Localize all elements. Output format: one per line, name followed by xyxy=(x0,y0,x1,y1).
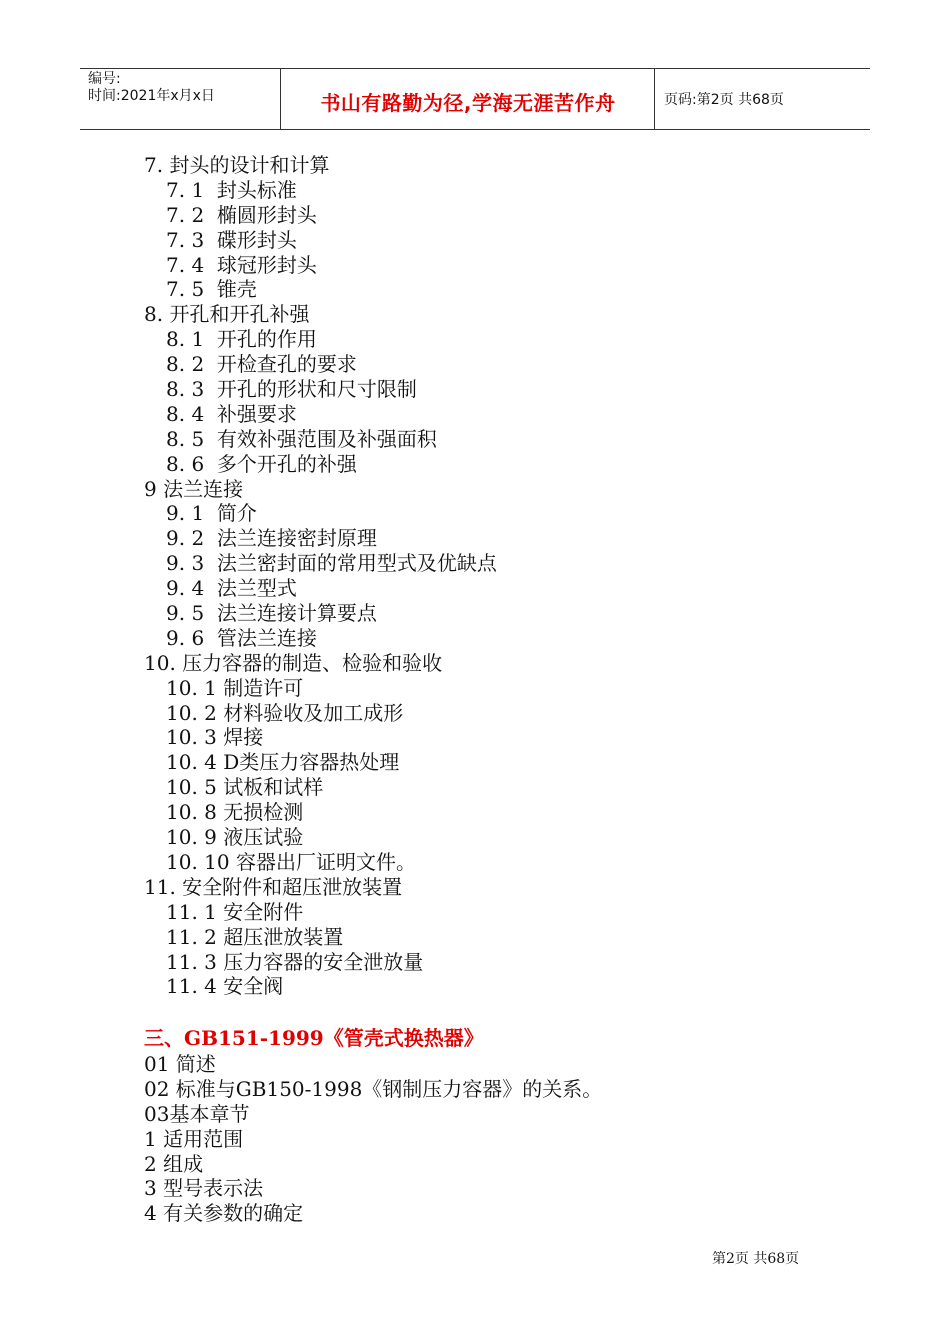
toc-subsection: 10. 4 D类压力容器热处理 xyxy=(166,750,400,775)
number-label: 编号: xyxy=(88,71,121,87)
toc-subsection: 7. 5 锥壳 xyxy=(166,277,257,302)
section-line: 03基本章节 xyxy=(144,1101,250,1126)
page-footer: 第2页 共68页 xyxy=(712,1251,800,1267)
toc-subsection: 11. 1 安全附件 xyxy=(166,899,304,924)
section-line: 1 适用范围 xyxy=(144,1126,244,1151)
toc-subsection: 10. 1 制造许可 xyxy=(166,675,304,700)
toc-subsection: 8. 5 有效补强范围及补强面积 xyxy=(166,426,437,451)
toc-subsection: 9. 3 法兰密封面的常用型式及优缺点 xyxy=(166,551,497,576)
toc-chapter: 8. 开孔和开孔补强 xyxy=(144,302,310,327)
toc-subsection: 8. 3 开孔的形状和尺寸限制 xyxy=(166,377,417,402)
toc-subsection: 7. 4 球冠形封头 xyxy=(166,252,317,277)
section-line: 3 型号表示法 xyxy=(144,1176,264,1201)
header-divider xyxy=(654,69,655,129)
toc-subsection: 8. 2 开检查孔的要求 xyxy=(166,352,357,377)
toc-subsection: 8. 4 补强要求 xyxy=(166,401,297,426)
section-line: 2 组成 xyxy=(144,1151,204,1176)
toc-chapter: 11. 安全附件和超压泄放装置 xyxy=(144,874,403,899)
header-meta xyxy=(88,71,280,105)
toc-subsection: 11. 2 超压泄放装置 xyxy=(166,924,344,949)
toc-subsection: 10. 3 焊接 xyxy=(166,725,264,750)
table-of-contents xyxy=(0,153,950,999)
toc-subsection: 11. 3 压力容器的安全泄放量 xyxy=(166,949,424,974)
toc-subsection: 10. 5 试板和试样 xyxy=(166,775,324,800)
toc-subsection: 8. 1 开孔的作用 xyxy=(166,327,317,352)
toc-subsection: 10. 8 无损检测 xyxy=(166,800,304,825)
toc-subsection: 11. 4 安全阀 xyxy=(166,974,284,999)
section-three-title: 三、GB151-1999《管壳式换热器》 xyxy=(144,1026,484,1050)
header-divider xyxy=(280,69,281,129)
toc-subsection: 8. 6 多个开孔的补强 xyxy=(166,451,357,476)
header-motto: 书山有路勤为径,学海无涯苦作舟 xyxy=(320,91,616,115)
toc-subsection: 9. 1 简介 xyxy=(166,501,257,526)
toc-subsection: 7. 1 封头标准 xyxy=(166,177,297,202)
toc-subsection: 9. 2 法兰连接密封原理 xyxy=(166,526,377,551)
toc-subsection: 7. 2 椭圆形封头 xyxy=(166,202,317,227)
toc-subsection: 10. 9 液压试验 xyxy=(166,825,304,850)
toc-chapter: 9 法兰连接 xyxy=(144,476,244,501)
section-line: 01 简述 xyxy=(144,1052,216,1076)
section-three xyxy=(144,1024,602,1226)
toc-subsection: 9. 5 法兰连接计算要点 xyxy=(166,601,377,626)
toc-chapter: 10. 压力容器的制造、检验和验收 xyxy=(144,650,443,675)
time-label: 时间:2021年x月x日 xyxy=(88,88,215,104)
section-line: 4 有关参数的确定 xyxy=(144,1201,304,1226)
toc-subsection: 9. 4 法兰型式 xyxy=(166,576,297,601)
toc-chapter: 7. 封头的设计和计算 xyxy=(144,153,330,177)
toc-subsection: 9. 6 管法兰连接 xyxy=(166,625,317,650)
header-page-number: 页码:第2页 共68页 xyxy=(664,92,784,108)
section-line: 02 标准与GB150-1998《钢制压力容器》的关系。 xyxy=(144,1076,603,1101)
toc-subsection: 7. 3 碟形封头 xyxy=(166,227,297,252)
page-header xyxy=(80,68,870,130)
toc-subsection: 10. 10 容器出厂证明文件。 xyxy=(166,849,416,874)
toc-subsection: 10. 2 材料验收及加工成形 xyxy=(166,700,404,725)
